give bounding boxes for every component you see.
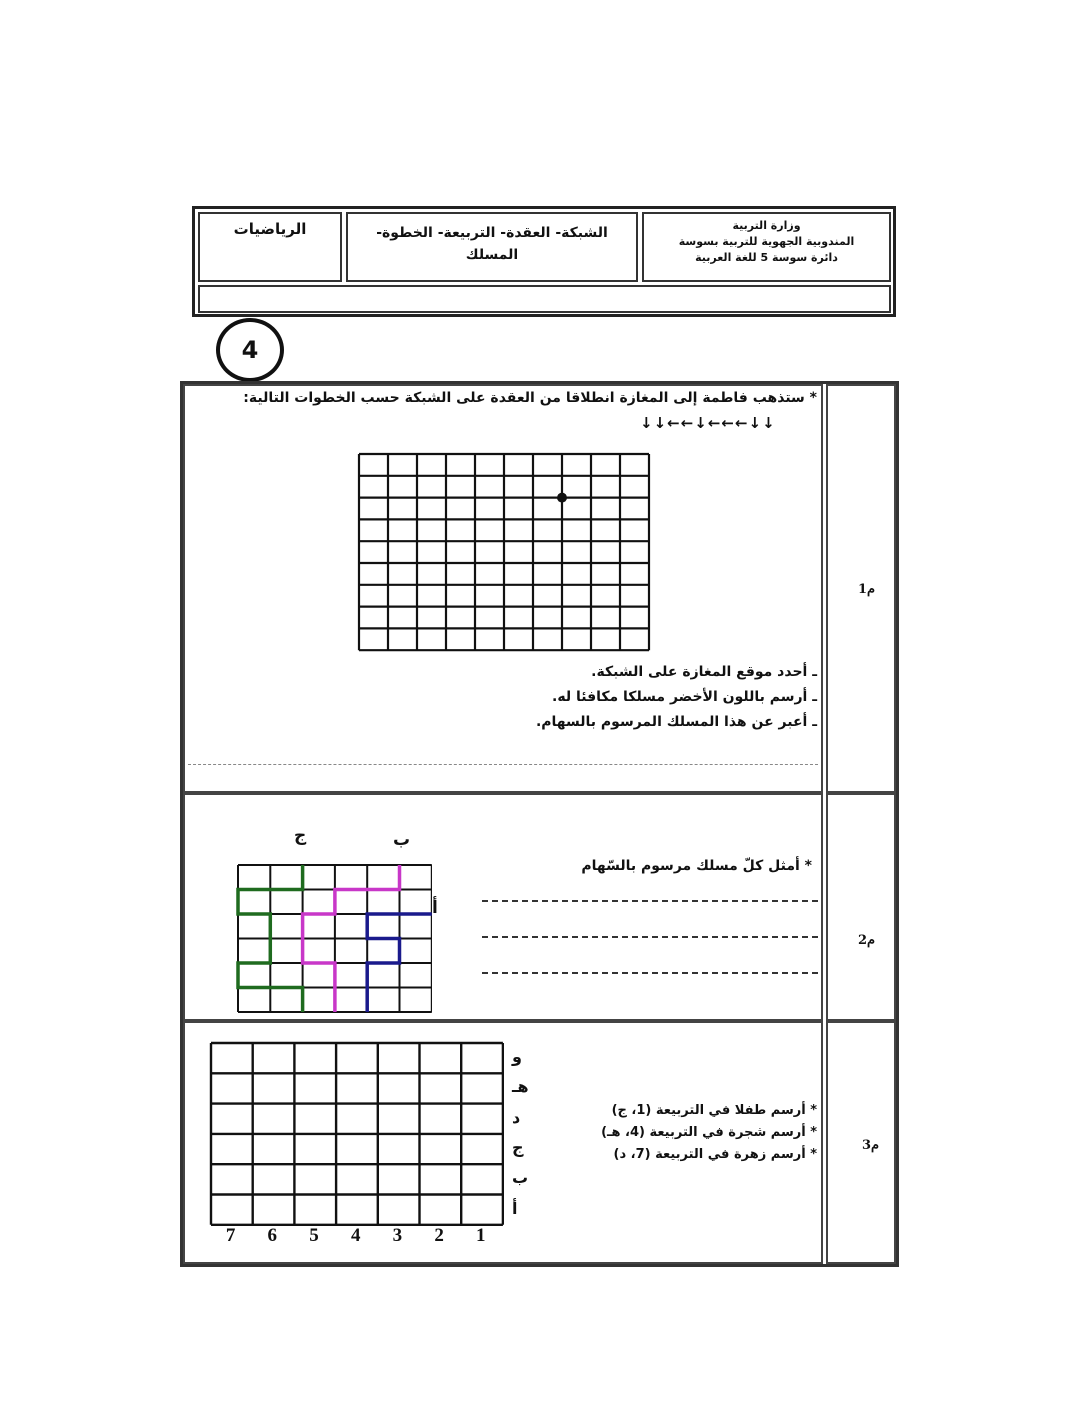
- section-1-code-cell: [826, 384, 896, 793]
- section-1-answer-line[interactable]: [188, 764, 818, 765]
- row-label: ب: [512, 1168, 529, 1188]
- header-blank-row: [198, 285, 891, 313]
- topic-line-1: الشبكة- العقدة- التربيعة- الخطوة-: [376, 225, 608, 241]
- section-3-code-cell: [826, 1021, 896, 1264]
- section-2-grid[interactable]: [234, 861, 432, 1017]
- column-label: 1: [476, 1225, 486, 1246]
- section-1-code: م1: [858, 582, 876, 597]
- section-3-grid[interactable]: [208, 1040, 504, 1226]
- subject-title: الرياضيات: [233, 220, 307, 238]
- topic-line-2: المسلك: [465, 247, 519, 263]
- section-1-task: ـ أعبر عن هذا المسلك المرسوم بالسهام.: [535, 714, 817, 730]
- row-label: و: [512, 1047, 522, 1066]
- section-1-steps: ↓↓←←↓←←←↓↓: [640, 414, 776, 432]
- path-label-j: ج: [294, 826, 307, 846]
- path-label-b: ب: [393, 830, 411, 850]
- column-label: 3: [392, 1225, 403, 1246]
- column-label: 4: [350, 1225, 361, 1246]
- page-number-badge: [216, 318, 284, 382]
- row-label: ج: [512, 1137, 524, 1157]
- section-3-task: * أرسم زهرة في التربيعة (7، د): [613, 1147, 817, 1162]
- section-2-code-cell: [826, 793, 896, 1021]
- page-number: 4: [241, 336, 259, 364]
- row-label: هـ: [512, 1077, 529, 1097]
- ministry-line-2: المندوبية الجهوية للتربية بسوسة: [678, 235, 855, 248]
- section-1-tasks: [480, 660, 817, 735]
- section-2-code: م2: [858, 933, 876, 948]
- section-1-instruction: * ستذهب فاطمة إلى المغازة انطلاقا من العقدة على الشبكة حسب الخطوات التالية:: [243, 390, 817, 406]
- column-label: 7: [225, 1225, 236, 1246]
- row-label: د: [512, 1107, 521, 1127]
- column-label: 5: [309, 1225, 319, 1246]
- section-2-answer-line[interactable]: [482, 972, 818, 974]
- section-3-task: * أرسم طفلا في التربيعة (1، ج): [611, 1103, 817, 1118]
- section-3-code: م3: [862, 1138, 880, 1153]
- section-1-task: ـ أرسم باللون الأخضر مسلكا مكافئا له.: [552, 689, 817, 705]
- section-2-answer-line[interactable]: [482, 936, 818, 938]
- section-2-instruction: * أمثل كلّ مسلك مرسوم بالسّهام: [581, 858, 812, 874]
- section-3-tasks: [560, 1100, 817, 1166]
- section-3-task: * أرسم شجرة في التربيعة (4، هـ): [601, 1125, 817, 1140]
- path-label-a: أ: [432, 898, 438, 918]
- header-table: [192, 206, 896, 317]
- ministry-line-3: دائرة سوسة 5 للغة العربية: [695, 251, 838, 264]
- header-subject-cell: [198, 212, 342, 282]
- row-label: أ: [512, 1198, 518, 1218]
- column-label: 2: [434, 1225, 444, 1246]
- section-1-task: ـ أحدد موقع المغازة على الشبكة.: [591, 664, 817, 680]
- section-2-answer-line[interactable]: [482, 900, 818, 902]
- header-ministry-cell: [642, 212, 891, 282]
- section-1-grid[interactable]: [355, 450, 655, 655]
- ministry-line-1: وزارة التربية: [732, 219, 801, 232]
- header-topic-cell: [346, 212, 638, 282]
- column-label: 6: [267, 1225, 278, 1246]
- start-node-dot: [557, 493, 567, 503]
